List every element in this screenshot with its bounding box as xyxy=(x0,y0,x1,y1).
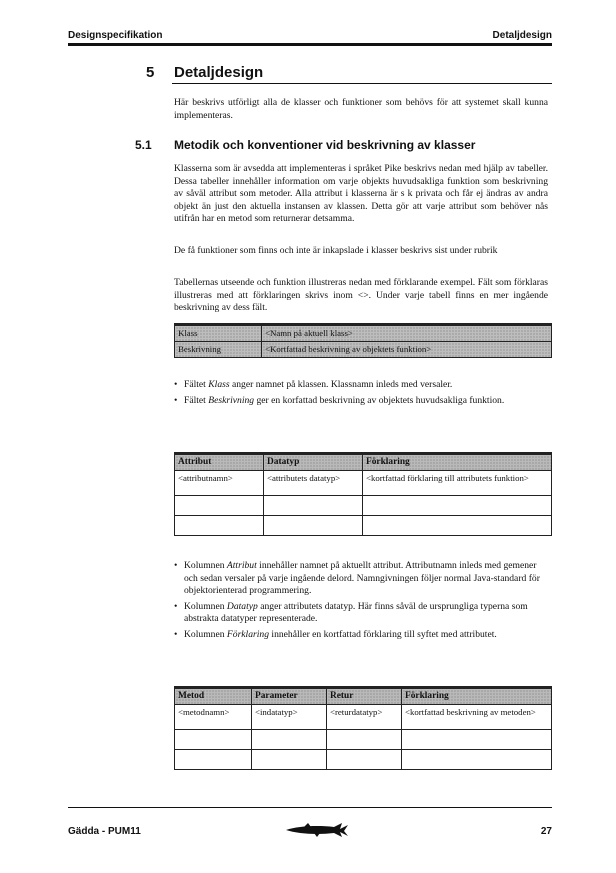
list-item: • Fältet Klass anger namnet på klassen. Klassnamn inleds med versaler. xyxy=(174,379,550,392)
pike-fish-logo-icon xyxy=(284,820,350,840)
table-cell: <attributets datatyp> xyxy=(264,471,363,496)
subsection-title: Metodik och konventioner vid beskrivning av klasser xyxy=(174,138,476,152)
method-table xyxy=(174,686,552,770)
page-number: 27 xyxy=(540,826,552,837)
header-retur: Retur xyxy=(327,688,402,705)
class-bullets xyxy=(174,379,550,410)
attribute-bullets xyxy=(174,560,550,645)
paragraph-1: Klasserna som är avsedda att implementeras i språket Pike beskrivs nedan med hjälp av tabeller. Dessa tabeller innehåller information om varje objekts huvudsakliga funktion som beskrivning av såväl attribut som metoder. Alla attribut i klasserna är s k privata och får ej ändras av andra objekt än just den aktuella instansen av klassen. Detta gör att varje attribut som behöver nås utifrån har en metod som returnerar detsamma. xyxy=(174,163,548,225)
list-item: • Kolumnen Datatyp anger attributets datatyp. Här finns såväl de ursprungliga typerna som abstrakta datatyper representerade. xyxy=(174,601,550,626)
class-label-cell: Klass xyxy=(175,325,262,342)
table-cell: <metodnamn> xyxy=(175,705,252,730)
section-intro: Här beskrivs utförligt alla de klasser och funktioner som behövs för att systemet skall kunna implementeras. xyxy=(174,97,548,121)
table-cell: <returdatatyp> xyxy=(327,705,402,730)
header-parameter: Parameter xyxy=(252,688,327,705)
list-item: • Fältet Beskrivning ger en korfattad beskrivning av objektets huvudsakliga funktion. xyxy=(174,395,550,408)
class-table xyxy=(174,323,552,358)
list-item: • Kolumnen Förklaring innehåller en kortfattad förklaring till syftet med attributet. xyxy=(174,629,550,642)
header-rule xyxy=(68,43,552,46)
table-row xyxy=(175,471,552,496)
paragraph-3: Tabellernas utseende och funktion illustreras nedan med förklarande exempel. Fält som förklaras illustreras med att förklaringen skrivs inom <>. Under varje tabell finns en mer ingående beskrivning av dess fält. xyxy=(174,277,548,314)
table-cell: <indatatyp> xyxy=(252,705,327,730)
section-rule xyxy=(172,83,552,84)
section-number: 5 xyxy=(146,64,155,81)
list-item: • Kolumnen Attribut innehåller namnet på aktuellt attribut. Attributnamn inleds med gemener och sedan versaler på varje ingående delord. Namngivningen följer normal Java-standard för objektorienterad programmering. xyxy=(174,560,550,598)
table-row xyxy=(175,496,552,516)
table-row xyxy=(175,516,552,536)
footer-rule xyxy=(68,807,552,808)
table-cell: <kortfattad beskrivning av metoden> xyxy=(402,705,552,730)
table-row xyxy=(175,705,552,730)
header-forklaring: Förklaring xyxy=(363,454,552,471)
header-metod: Metod xyxy=(175,688,252,705)
header-attribut: Attribut xyxy=(175,454,264,471)
table-cell: <attributnamn> xyxy=(175,471,264,496)
class-value-cell: <Namn på aktuell klass> xyxy=(262,325,552,342)
table-row xyxy=(175,750,552,770)
description-value-cell: <Kortfattad beskrivning av objektets funktion> xyxy=(262,342,552,358)
running-header-left: Designspecifikation xyxy=(68,30,163,41)
table-row xyxy=(175,730,552,750)
running-header-right: Detaljdesign xyxy=(492,30,552,41)
description-label-cell: Beskrivning xyxy=(175,342,262,358)
paragraph-2: De få funktioner som finns och inte är inkapslade i klasser beskrivs sist under rubrik xyxy=(174,245,498,256)
section-title: Detaljdesign xyxy=(174,64,264,81)
table-cell: <kortfattad förklaring till attributets funktion> xyxy=(363,471,552,496)
footer-title: Gädda - PUM11 xyxy=(68,826,141,837)
header-datatyp: Datatyp xyxy=(264,454,363,471)
subsection-number: 5.1 xyxy=(135,138,152,152)
header-forklaring: Förklaring xyxy=(402,688,552,705)
attribute-table xyxy=(174,452,552,536)
